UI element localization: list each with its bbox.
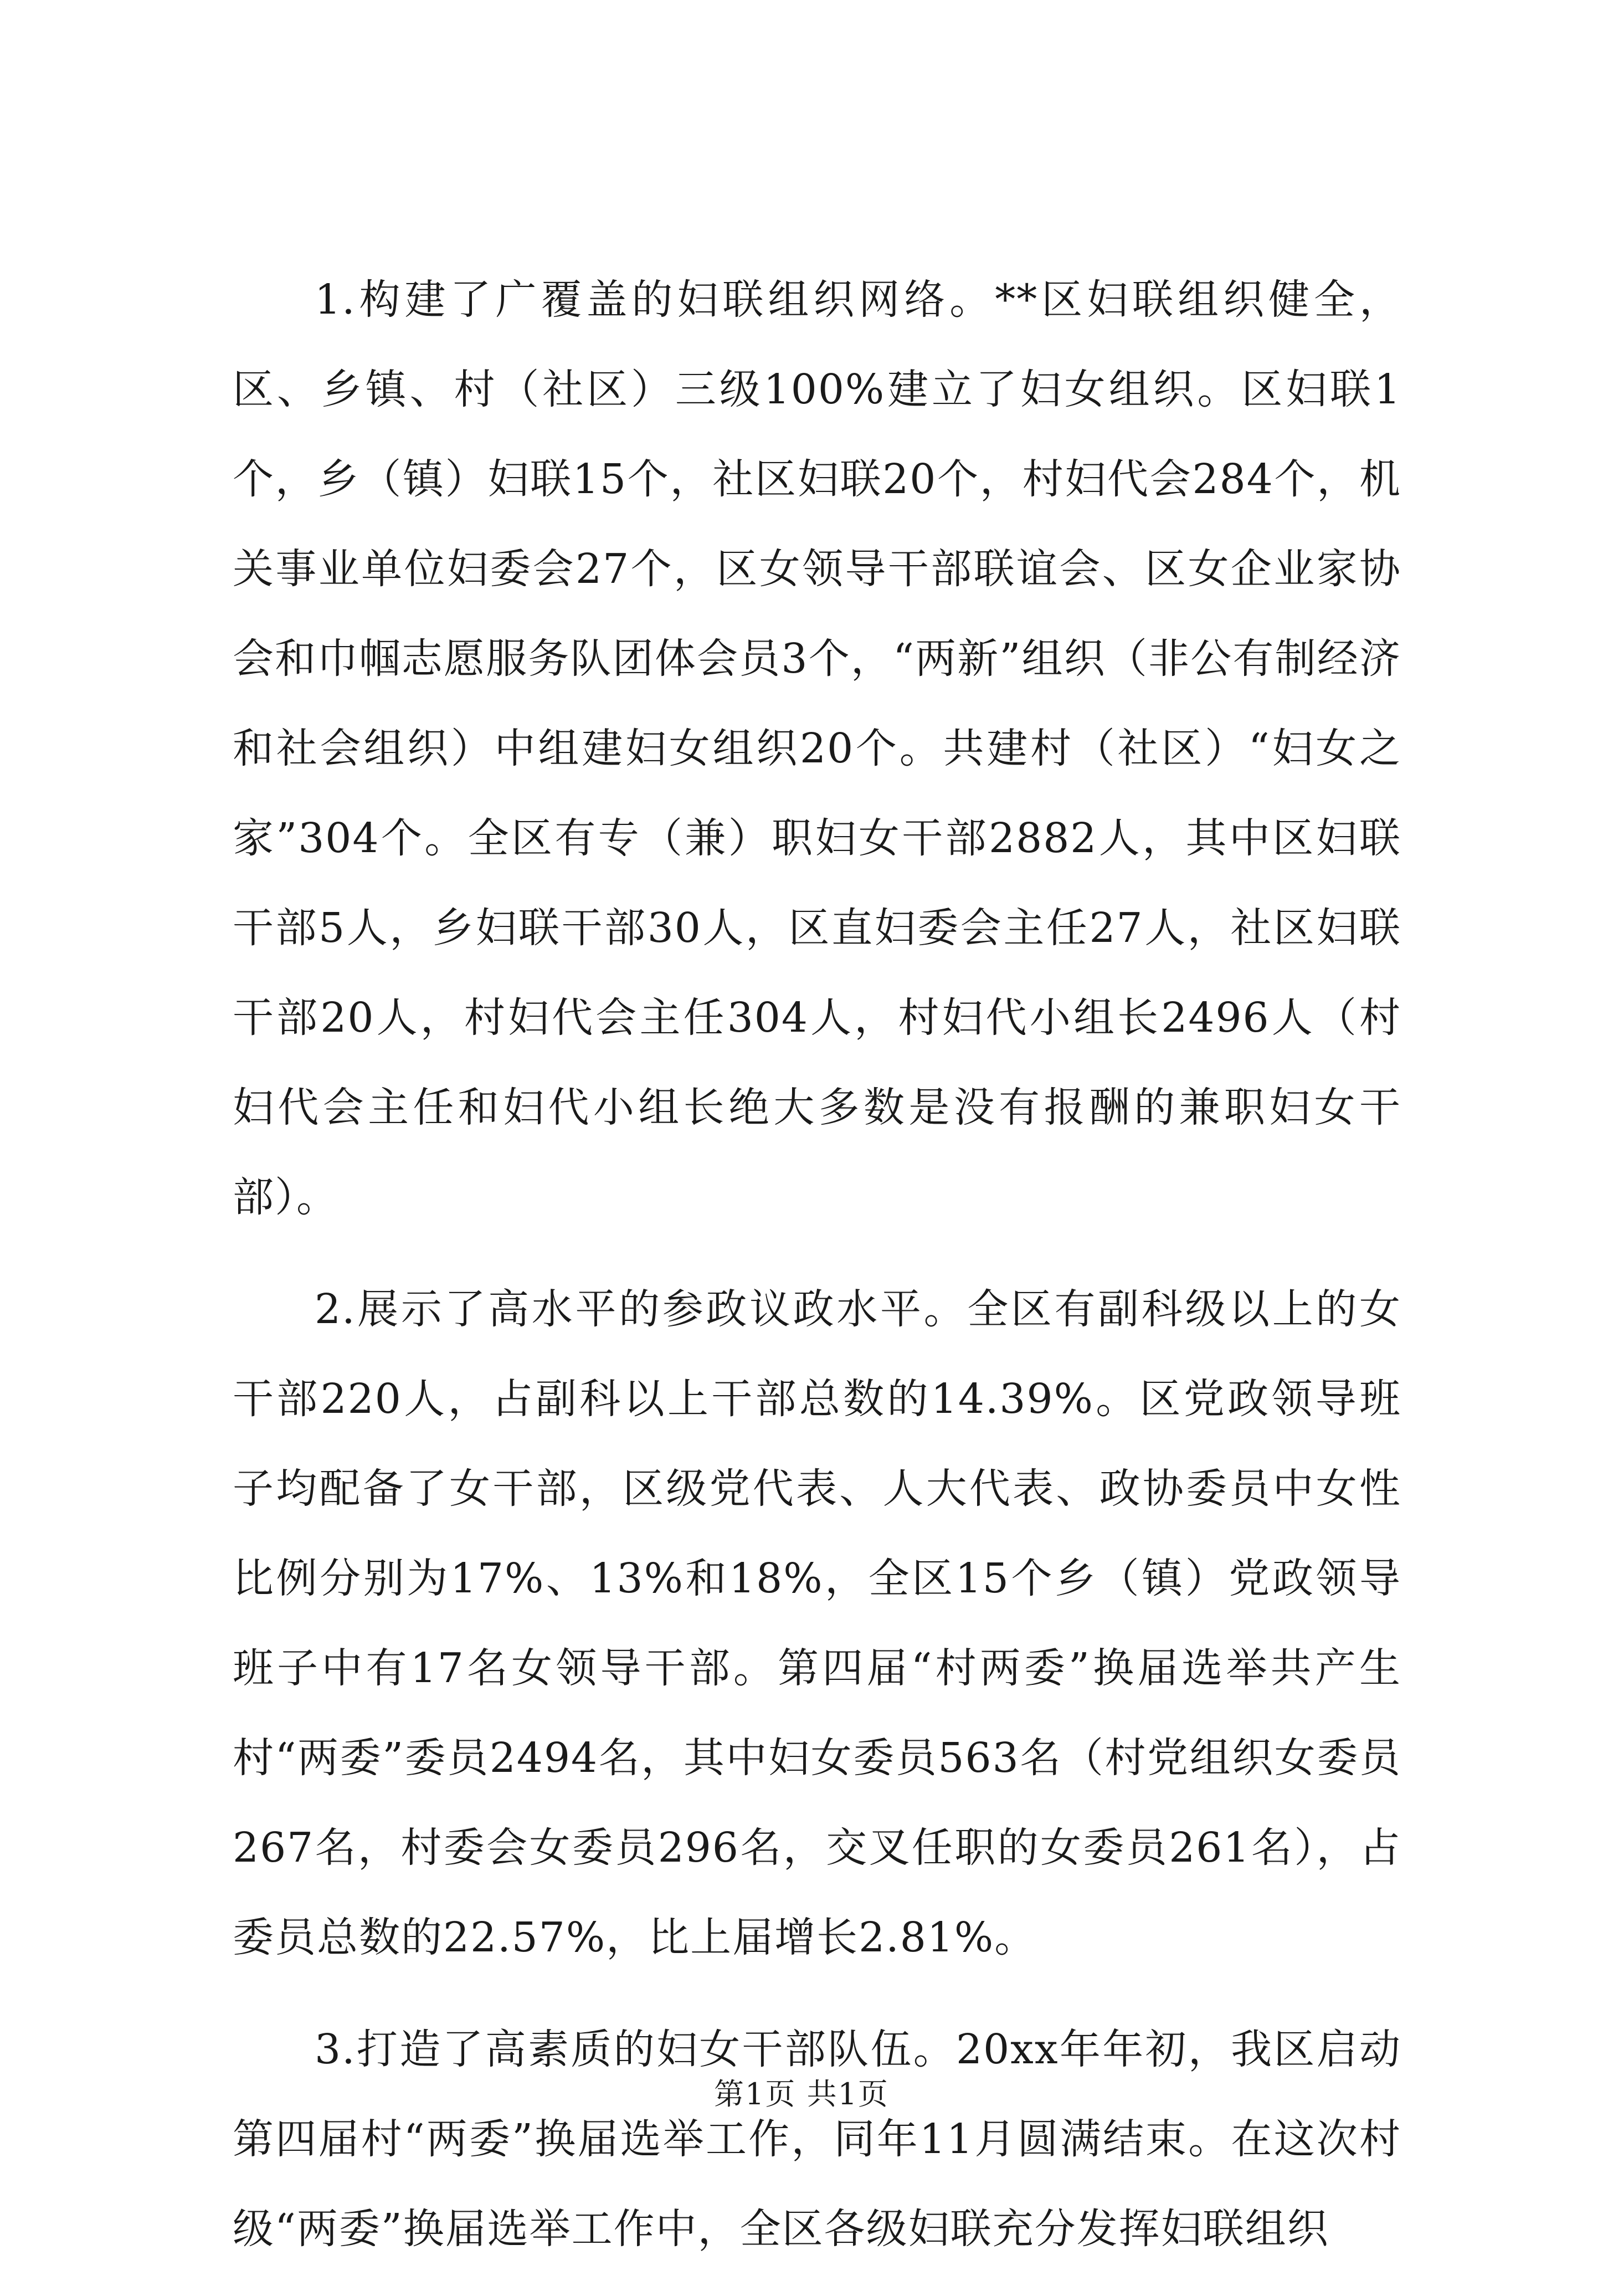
page-footer: 第1页 共1页 xyxy=(714,2077,889,2112)
paragraph-1: 1.构建了广覆盖的妇联组织网络。**区妇联组织健全，区、乡镇、村（社区）三级100%建立了妇女组织。区妇联1个，乡（镇）妇联15个，社区妇联20个，村妇代会284个，机关事业单位妇委会27个，区女领导干部联谊会、区女企业家协会和巾帼志愿服务队团体会员3个，“两新”组织（非公有制经济和社会组织）中组建妇女组织20个。共建村（社区）“妇女之家”304个。全区有专（兼）职妇女干部2882人，其中区妇联干部5人，乡妇联干部30人，区直妇委会主任27人，社区妇联干部20人，村妇代会主任304人，村妇代小组长2496人（村妇代会主任和妇代小组长绝大多数是没有报酬的兼职妇女干部）。 xyxy=(233,276,1401,1221)
paragraph-2: 2.展示了高水平的参政议政水平。全区有副科级以上的女干部220人，占副科以上干部总数的14.39%。区党政领导班子均配备了女干部，区级党代表、人大代表、政协委员中女性比例分别为17%、13%和18%，全区15个乡（镇）党政领导班子中有17名女领导干部。第四届“村两委”换届选举共产生村“两委”委员2494名，其中妇女委员563名（村党组织女委员267名，村委会女委员296名，交叉任职的女委员261名），占委员总数的22.57%，比上届增长2.81%。 xyxy=(233,1285,1401,1961)
paragraph-3: 3.打造了高素质的妇女干部队伍。20xx年年初，我区启动第四届村“两委”换届选举工作，同年11月圆满结束。在这次村级“两委”换届选举工作中，全区各级妇联充分发挥妇联组织 xyxy=(233,2026,1401,2253)
document-body xyxy=(233,255,1401,2296)
